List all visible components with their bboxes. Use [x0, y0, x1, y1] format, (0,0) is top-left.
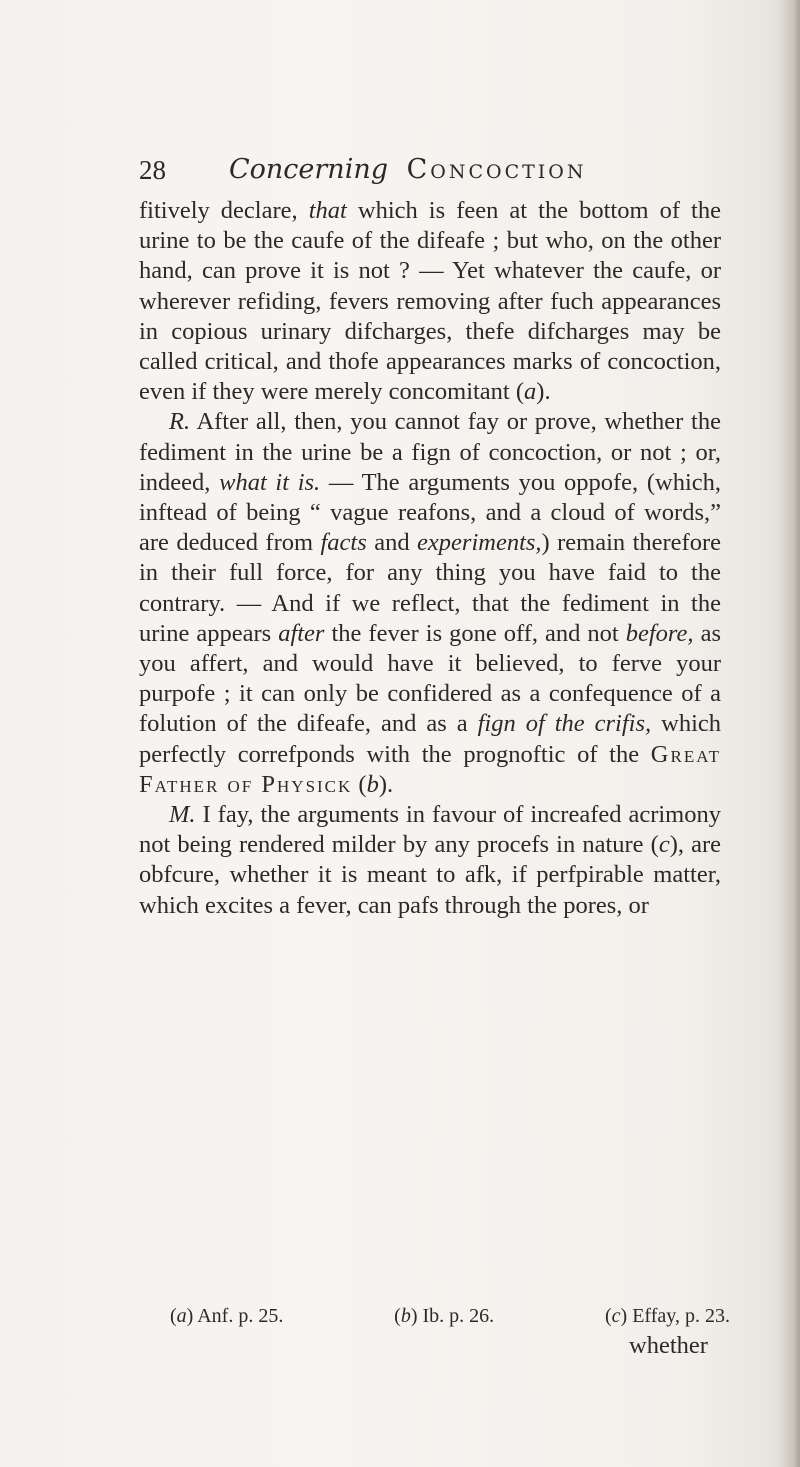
running-header: [139, 150, 719, 190]
text-run: ).: [536, 378, 551, 406]
running-title-italic: Concerning: [229, 154, 389, 185]
footnote: (b) Ib. p. 26.: [394, 1305, 495, 1327]
italic-run: experiments,: [417, 529, 542, 557]
italic-run: that: [308, 197, 347, 224]
text-run: ), are obfcure, whether it is meant to afk, if perfpirable matter, which excites a fever, can pafs through the pores, or: [139, 831, 721, 919]
body-text: [139, 196, 721, 921]
text-run: the fever is gone off, and not: [324, 619, 626, 647]
page-edge-shadow: [778, 0, 800, 1467]
text-run: (: [352, 770, 367, 798]
paragraph: [139, 196, 721, 407]
running-title: [229, 150, 587, 190]
text-run: After all, then, you cannot fay or prove, whether the fediment in the urine be a fign of concoction, or not ; or, indeed,: [139, 408, 721, 496]
text-run: ).: [378, 770, 394, 798]
page-number: 28: [139, 155, 166, 185]
text-run: as you affert, and would have it believed, to ferve your purpofe ; it can only be confidered as a confequence of a folution of the difeafe, and as a: [139, 619, 721, 738]
footnote: (a) Anf. p. 25.: [170, 1305, 284, 1327]
text-run: — The arguments you oppofe, (which, inftead of being “ vague reafons, and a cloud of words,” are deduced from: [139, 468, 721, 557]
italic-run: b: [366, 770, 379, 798]
italic-run: fign of the crifis,: [477, 710, 652, 738]
running-title-caps: Concoction: [406, 154, 587, 185]
paragraph: [139, 407, 721, 800]
paragraph: [139, 800, 721, 921]
text-run: which is feen at the bottom of the urine to be the caufe of the difeafe ; but who, on the other hand, can prove it is not ? — Yet whatever the caufe, or wherever refiding, fevers removing after fuch appearances in copious urinary difcharges, thefe difcharges may be called critical, and thofe appearances marks of concoction, even if they were merely concomitant (: [139, 197, 721, 406]
italic-run: a: [524, 378, 537, 406]
text-run: I fay, the arguments in favour of increafed acrimony not being rendered milder by any procefs in nature (: [139, 801, 721, 859]
catchword: whether: [629, 1332, 708, 1359]
italic-run: facts: [320, 529, 367, 557]
small-caps-run: Great Father of Physick: [139, 740, 721, 798]
text-run: ) remain therefore in their full force, for any thing you have faid to the contrary. — And if we reflect, that the fediment in the urine appears: [139, 529, 722, 647]
italic-run: before,: [625, 619, 694, 647]
footnote: (c) Effay, p. 23.: [604, 1305, 730, 1327]
italic-run: M.: [169, 801, 196, 829]
footnotes: [170, 1303, 730, 1329]
text-run: which perfectly correfponds with the prognoftic of the: [139, 710, 721, 768]
text-run: fitively declare,: [139, 197, 309, 224]
text-run: and: [366, 529, 418, 557]
italic-run: c: [658, 831, 670, 859]
italic-run: what it is.: [219, 468, 321, 496]
italic-run: R.: [169, 408, 191, 436]
italic-run: after: [278, 619, 325, 647]
